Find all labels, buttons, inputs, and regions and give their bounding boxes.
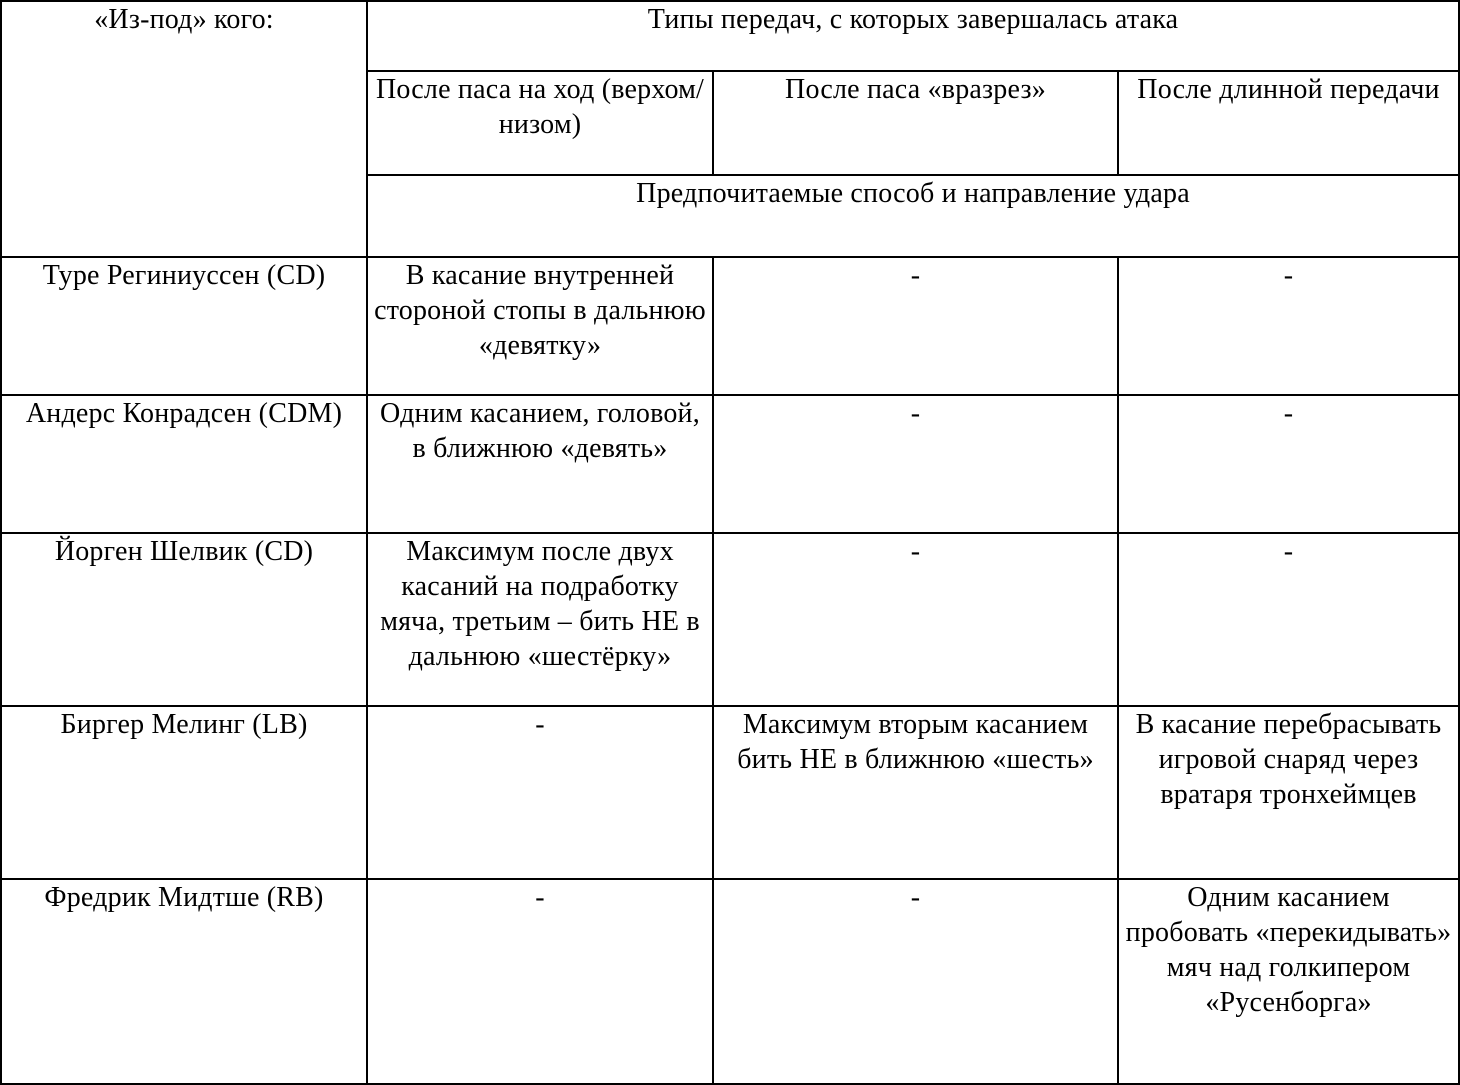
shot-value-cell: -: [367, 879, 713, 1084]
header-row-group: [1, 1, 1459, 71]
shot-value-cell: -: [1118, 533, 1459, 706]
table-row: [1, 706, 1459, 879]
player-name-cell: Андерс Конрадсен (CDM): [1, 395, 367, 533]
pass-type-header-2: После паса «вразрез»: [713, 71, 1118, 175]
group-header-cell: Типы передач, с которых завершалась атака: [367, 1, 1459, 71]
shot-value-cell: Одним касанием, головой, в ближнюю «девять»: [367, 395, 713, 533]
shot-value-cell: -: [713, 257, 1118, 395]
shot-value-cell: Максимум вторым касанием бить НЕ в ближнюю «шесть»: [713, 706, 1118, 879]
player-name-cell: Йорген Шелвик (CD): [1, 533, 367, 706]
shot-value-cell: -: [367, 706, 713, 879]
pass-type-header-3: После длинной передачи: [1118, 71, 1459, 175]
shot-value-cell: В касание внутренней стороной стопы в дальнюю «девятку»: [367, 257, 713, 395]
shot-value-cell: -: [713, 879, 1118, 1084]
table-row: [1, 395, 1459, 533]
shot-value-cell: -: [713, 395, 1118, 533]
player-name-cell: Фредрик Мидтше (RB): [1, 879, 367, 1084]
shot-value-cell: Одним касанием пробовать «перекидывать» мяч над голкипером «Русенборга»: [1118, 879, 1459, 1084]
shot-value-cell: В касание перебрасывать игровой снаряд через вратаря тронхеймцев: [1118, 706, 1459, 879]
pass-type-header-1: После паса на ход (верхом/низом): [367, 71, 713, 175]
shot-value-cell: -: [713, 533, 1118, 706]
table-row: [1, 257, 1459, 395]
shot-value-cell: -: [1118, 395, 1459, 533]
player-name-cell: Биргер Мелинг (LB): [1, 706, 367, 879]
player-name-cell: Туре Региниуссен (CD): [1, 257, 367, 395]
table-row: [1, 879, 1459, 1084]
shot-value-cell: Максимум после двух касаний на подработку мяча, третьим – бить НЕ в дальнюю «шестёрку»: [367, 533, 713, 706]
corner-header-cell: «Из-под» кого:: [1, 1, 367, 257]
shot-style-header-cell: Предпочитаемые способ и направление удара: [367, 175, 1459, 257]
shot-value-cell: -: [1118, 257, 1459, 395]
table-row: [1, 533, 1459, 706]
